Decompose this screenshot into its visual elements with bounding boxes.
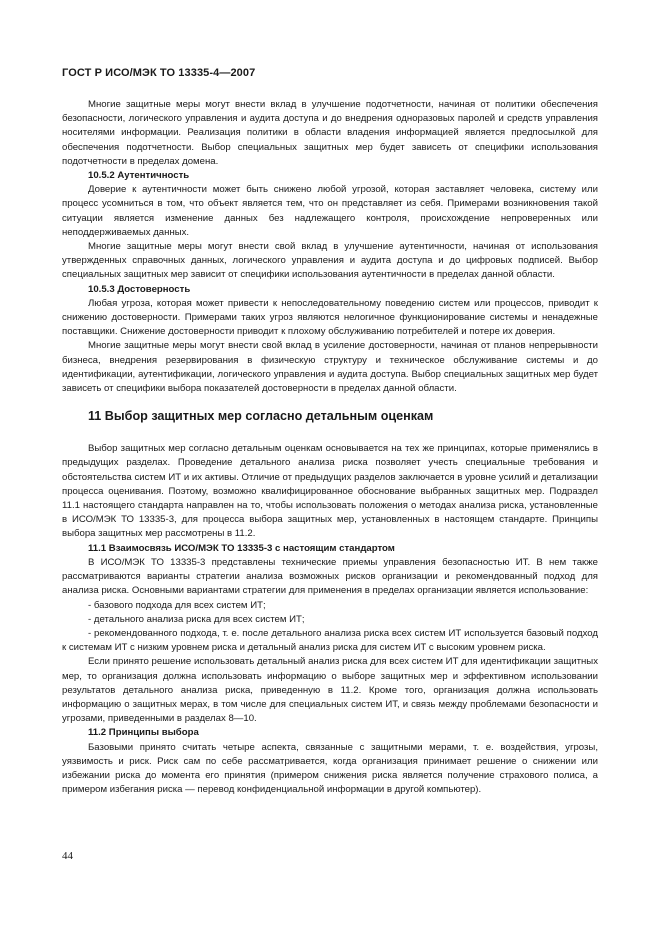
paragraph: Любая угроза, которая может привести к непоследовательному поведению систем или процессов, приводит к снижению достоверности. Примерами таких угроз являются нелогичное функционирование системы и ненадежные поставщики. Снижение достоверности приводит к плохому обслуживанию потребителей и потере их доверия. [62,297,598,338]
list-item: - детального анализа риска для всех систем ИТ; [88,613,305,625]
paragraph: Доверие к аутентичности может быть снижено любой угрозой, которая заставляет человека, систему или процесс усомниться в том, что объект является тем, что он представляет из себя. Примерами возникновения такой ситуации является изменение данных без надлежащего контроля, происхождение непроверенных или неподдерживаемых данных. [62,184,598,238]
document-body [62,98,598,797]
list-item: - рекомендованного подхода, т. е. после детального анализа риска всех систем ИТ используется базовый подход к системам ИТ с низким уровнем риска и детальный анализ риска для систем ИТ с высоким уровнем риска. [62,627,598,654]
page-number: 44 [62,850,73,862]
paragraph: Многие защитные меры могут внести свой вклад в усиление достоверности, начиная от планов непрерывности бизнеса, внедрения резервирования в физическую структуру и техническое обслуживание системы и до идентификации, аутентификации, логического управления и аудита доступа. Выбор специальных защитных мер будет зависеть от специфики выбора показателей достоверности в пределах данной области. [62,340,598,395]
paragraph: Если принято решение использовать детальный анализ риска для всех систем ИТ для идентификации защитных мер, то организация должна использовать информацию о выборе защитных мер и эффективном использовании результатов детального анализа риска, приведенную в 11.2. Кроме того, организация должна использовать информацию о защитных мерах, в том числе для специальных систем ИТ, и связь между проблемами безопасности и угрозами, приведенными в разделах 8—10. [62,656,598,725]
subsection-heading: 11.2 Принципы выбора [88,727,199,739]
section-heading: 11 Выбор защитных мер согласно детальным оценкам [88,409,434,424]
paragraph: Выбор защитных мер согласно детальным оценкам основывается на тех же принципах, которые применялись в предыдущих разделах. Проведение детального анализа риска позволяет учесть специальные требования и обстоятельства систем ИТ и их активы. Отличие от предыдущих разделов заключается в уровне усилий и детализации процесса оценивания. Поэтому, возможно квалифицированное обоснование выбранных защитных мер. Подраздел 11.1 настоящего стандарта направлен на то, чтобы использовать положения о методах анализа риска, установленные в ИСО/МЭК ТО 13335-3, для процесса выбора защитных мер, установленных в настоящем стандарте. Принципы выбора защитных мер рассмотрены в 11.2. [62,443,598,540]
subsection-heading: 11.1 Взаимосвязь ИСО/МЭК ТО 13335-3 с настоящим стандартом [88,542,395,554]
paragraph: В ИСО/МЭК ТО 13335-3 представлены технические приемы управления безопасностью ИТ. В нем также рассматриваются варианты стратегии анализа возможных рисков организации и рекомендованный подход для анализа риска. Основными вариантами стратегии для применения в пределах организации является использование: [62,556,598,597]
subsection-heading: 10.5.2 Аутентичность [88,170,190,182]
paragraph: Многие защитные меры могут внести свой вклад в улучшение аутентичности, начиная от использования утвержденных справочных данных, логического управления и аудита доступа и до цифровых подписей. Выбор специальных защитных мер зависит от специфики использования аутентичности в пределах данной области. [62,241,598,281]
paragraph: Многие защитные меры могут внести вклад в улучшение подотчетности, начиная от политики обеспечения безопасности, логического управления и аудита доступа и до внедрения одноразовых паролей и средств управления носителями информации. Реализация политики в области владения информацией является предпосылкой для обеспечения подотчетности. Выбор специальных защитных мер будет зависеть от специфики использования подотчетности в пределах домена. [62,99,598,167]
document-header: ГОСТ Р ИСО/МЭК ТО 13335-4—2007 [62,67,256,79]
subsection-heading: 10.5.3 Достоверность [88,283,191,295]
list-item: - базового подхода для всех систем ИТ; [88,599,266,611]
paragraph: Базовыми принято считать четыре аспекта, связанные с защитными мерами, т. е. воздействия, угрозы, уязвимость и риск. Риск сам по себе рассматривается, когда организация принимает решение о снижении или избежании риска до момента его принятия (примером снижения риска является получение страхового полиса, а примером избегания риска — перевод конфиденциальной информации в другой компьютер). [62,741,598,796]
